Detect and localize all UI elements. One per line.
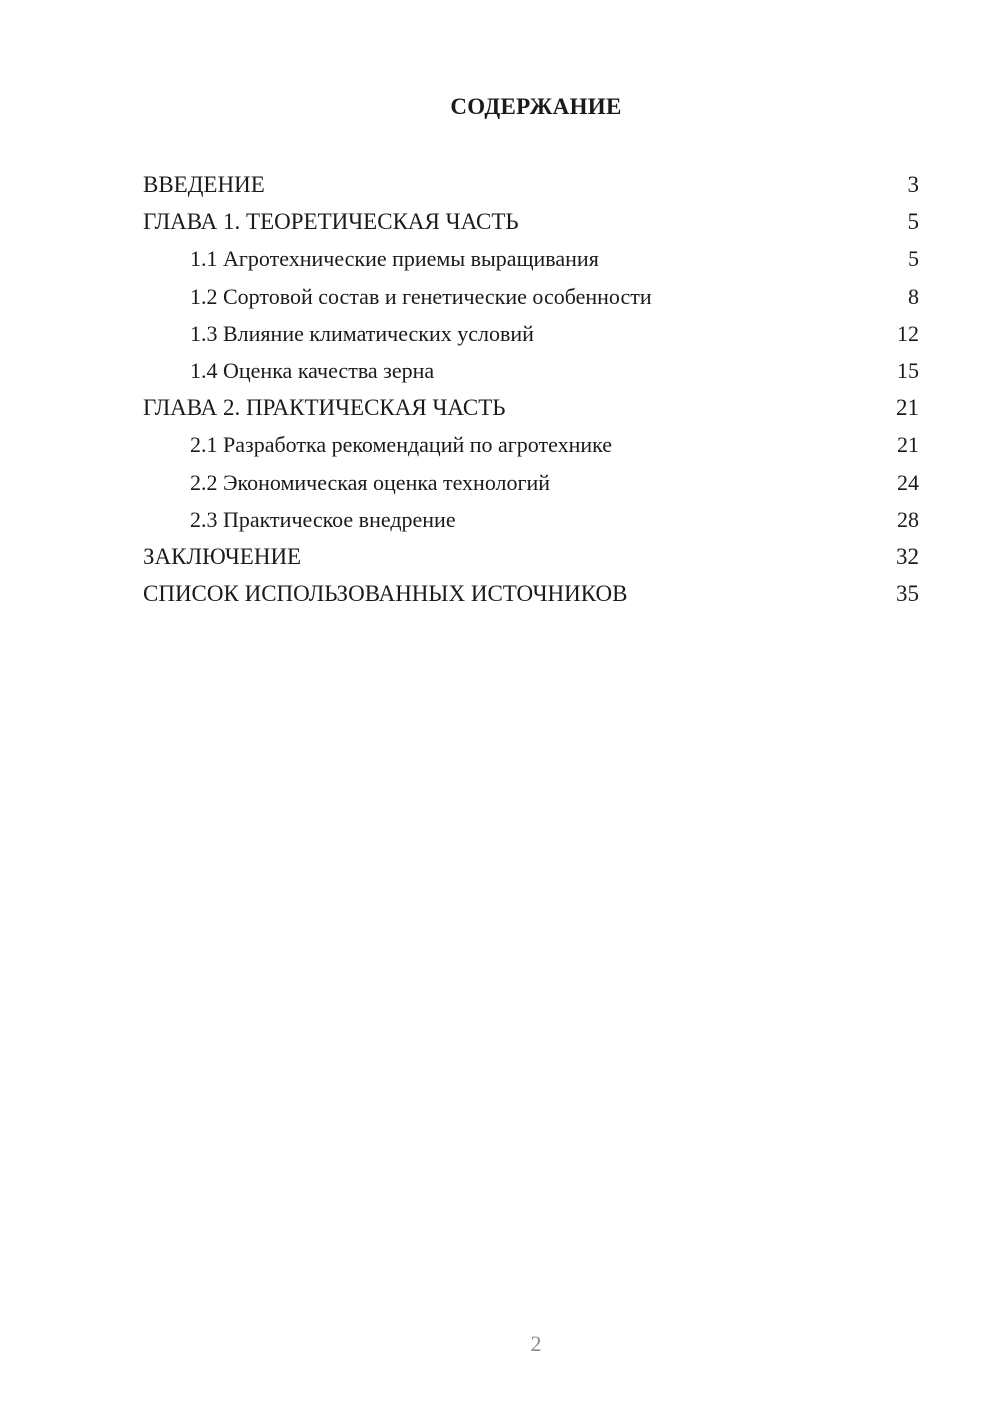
toc-item-section-1-2[interactable]: [143, 278, 919, 315]
toc-item-label: ГЛАВА 2. ПРАКТИЧЕСКАЯ ЧАСТЬ: [143, 395, 506, 421]
toc-item-page: 21: [897, 432, 919, 458]
toc-item-section-1-3[interactable]: [143, 315, 919, 352]
toc-item-page: 15: [897, 357, 919, 383]
toc-item-page: 5: [908, 246, 919, 272]
toc-item-chapter-1[interactable]: [143, 203, 919, 240]
table-of-contents: [143, 166, 919, 612]
toc-item-label: 2.2 Экономическая оценка технологий: [190, 469, 551, 495]
toc-item-conclusion[interactable]: [143, 538, 919, 575]
toc-item-page: 24: [897, 469, 919, 495]
toc-item-label: ГЛАВА 1. ТЕОРЕТИЧЕСКАЯ ЧАСТЬ: [143, 209, 519, 235]
toc-item-page: 32: [896, 543, 919, 569]
page-number: 2: [530, 1331, 542, 1356]
toc-item-section-1-4[interactable]: [143, 352, 919, 389]
toc-item-label: ВВЕДЕНИЕ: [143, 172, 265, 197]
toc-item-section-2-1[interactable]: [143, 426, 919, 463]
toc-item-page: 8: [908, 283, 919, 309]
page-title: СОДЕРЖАНИЕ: [450, 94, 622, 119]
toc-item-label: 1.3 Влияние климатических условий: [190, 320, 534, 346]
toc-item-introduction[interactable]: [143, 166, 919, 203]
toc-item-section-1-1[interactable]: [143, 240, 919, 277]
toc-item-label: СПИСОК ИСПОЛЬЗОВАННЫХ ИСТОЧНИКОВ: [143, 581, 628, 607]
toc-item-references[interactable]: [143, 575, 919, 612]
toc-item-chapter-2[interactable]: [143, 389, 919, 426]
toc-item-label: 2.3 Практическое внедрение: [190, 506, 456, 532]
toc-item-page: 28: [897, 506, 919, 532]
toc-item-page: 21: [896, 395, 919, 421]
toc-item-label: 1.2 Сортовой состав и генетические особенности: [190, 283, 652, 309]
toc-item-label: 2.1 Разработка рекомендаций по агротехнике: [190, 432, 613, 458]
toc-item-section-2-2[interactable]: [143, 464, 919, 501]
toc-item-page: 35: [896, 581, 919, 607]
toc-item-page: 5: [907, 209, 919, 235]
toc-item-section-2-3[interactable]: [143, 501, 919, 538]
toc-item-label: ЗАКЛЮЧЕНИЕ: [143, 543, 302, 569]
toc-item-page: 12: [897, 320, 919, 346]
toc-item-label: 1.4 Оценка качества зерна: [190, 357, 435, 383]
toc-item-page: 3: [907, 172, 919, 197]
toc-item-label: 1.1 Агротехнические приемы выращивания: [190, 246, 599, 272]
